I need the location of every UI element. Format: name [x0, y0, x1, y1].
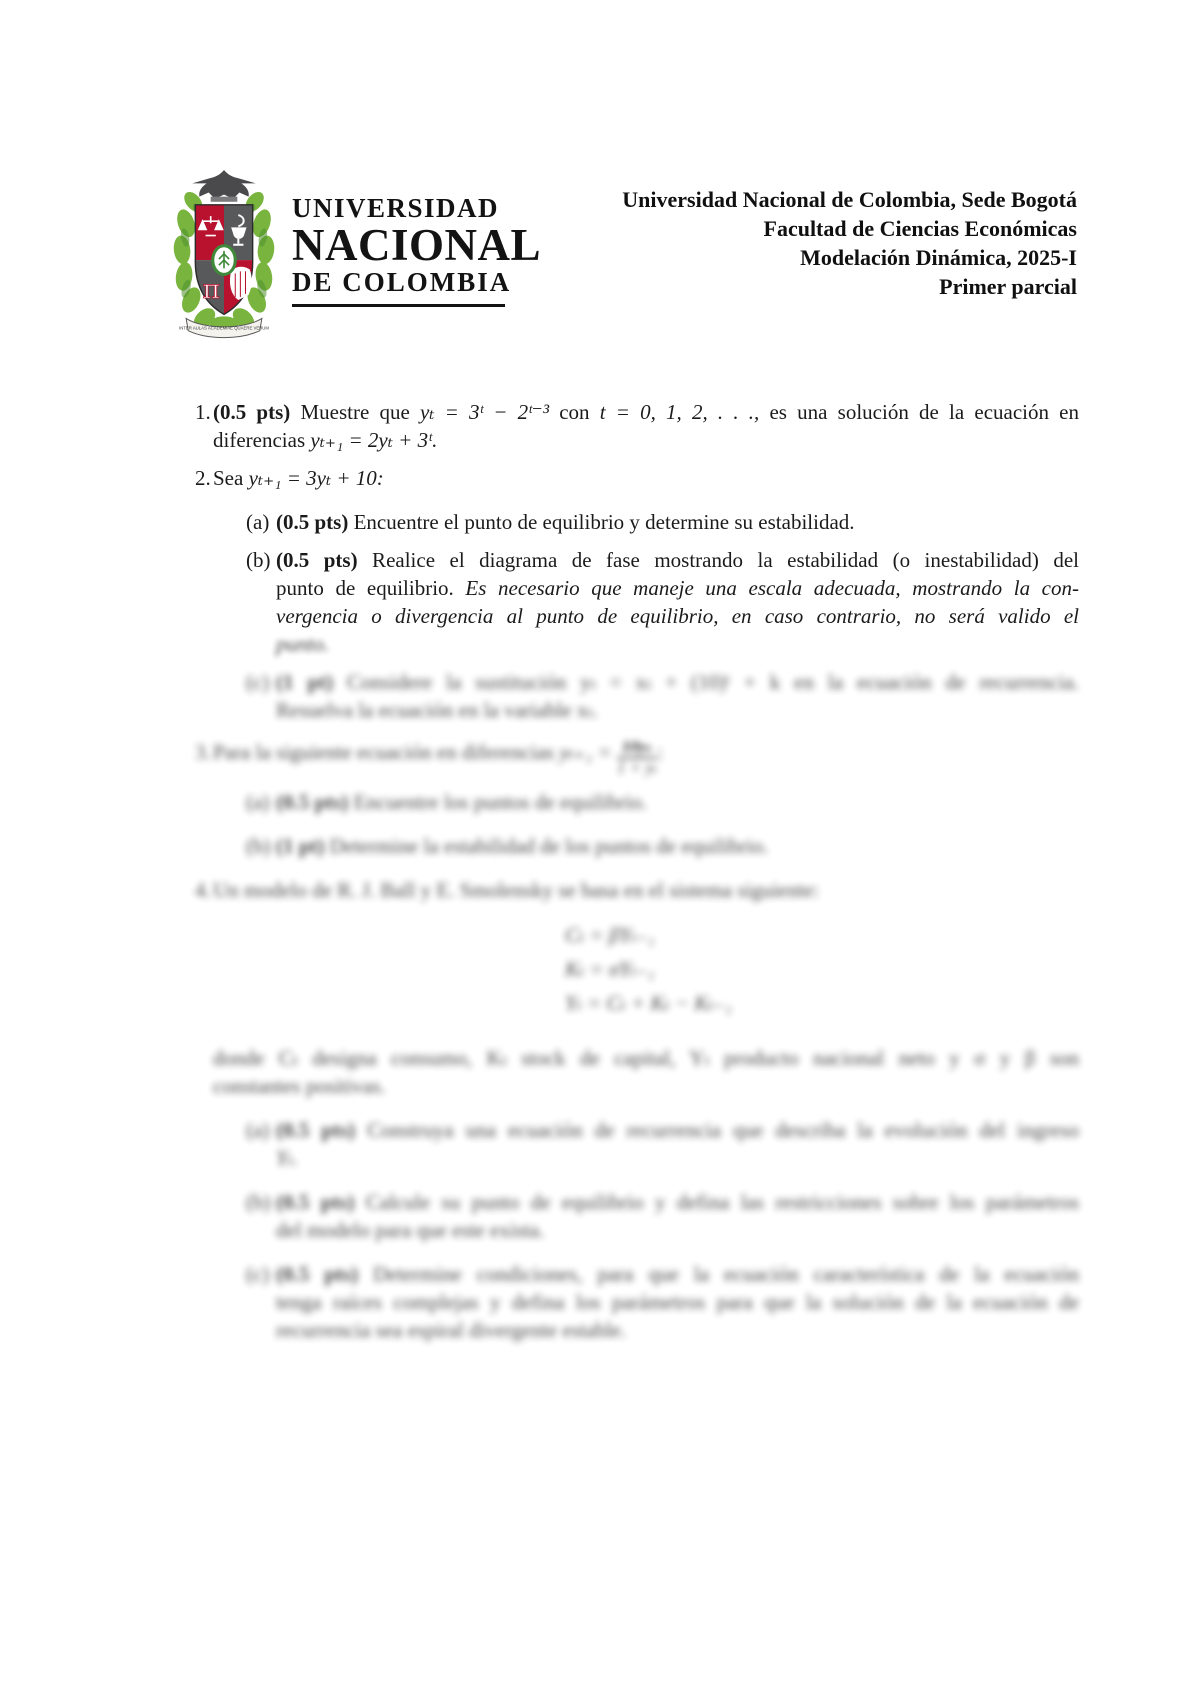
q1-line-2: diferencias yₜ₊₁ = 2yₜ + 3ᵗ.: [213, 428, 437, 452]
condor-icon: [192, 170, 255, 199]
q3-fraction: [617, 738, 657, 777]
subitem-3a: [246, 788, 1079, 816]
q3-fraction-denominator: 1 + yₜ: [616, 758, 658, 777]
subitem-2b: [246, 546, 1079, 658]
q4c-points-label: (0.5 pts): [276, 1261, 359, 1286]
q1-math-solution: yₜ = 3ᵗ − 2ᵗ⁻³: [419, 400, 550, 424]
q2-number: 2.: [195, 466, 211, 490]
q2c-line-2: Resuelva la ecuación en la variable xₜ.: [276, 698, 598, 722]
q2c-line-1: (c) (1 pt) Considere la sustitución yₜ = xₜ + (10)ᵗ + k en la ecuación de recurrencia.: [246, 670, 1079, 694]
q1-line-1: 1. (0.5 pts) Muestre que yₜ = 3ᵗ − 2ᵗ⁻³ con t = 0, 1, 2, . . ., es una solución de la ecuación en: [195, 400, 1079, 424]
subitem-4b: [246, 1188, 1079, 1244]
header-line-faculty: Facultad de Ciencias Económicas: [763, 216, 1077, 241]
q4c-line-1: (c) (0.5 pts) Determine condiciones, para que la ecuación característica de la ecuación: [246, 1261, 1079, 1286]
question-2: [195, 464, 1079, 724]
q2a-points-label: (0.5 pts): [276, 510, 349, 534]
q2b-label: (b): [246, 548, 271, 572]
q4-after-text: [213, 1044, 1079, 1100]
header-line-university: Universidad Nacional de Colombia, Sede Bogotá: [622, 187, 1077, 212]
question-1: [195, 398, 1079, 454]
q4a-line-2: Yₜ.: [276, 1145, 299, 1170]
pi-symbol: π: [202, 273, 220, 305]
subitem-3b: [246, 832, 1079, 860]
subitem-4a: [246, 1116, 1079, 1172]
q4a-points-label: (0.5 pts): [276, 1117, 356, 1142]
q2b-line-4-blurred: punto.: [276, 632, 330, 656]
q4b-points-label: (0.5 pts): [276, 1189, 355, 1214]
q4-number: 4.: [195, 877, 211, 902]
q2a-line: (a) (0.5 pts) Encuentre el punto de equilibrio y determine su estabilidad.: [246, 510, 855, 534]
q4-after-line-1: donde Cₜ designa consumo, Kₜ stock de capital, Yₜ producto nacional neto y σ y β son: [213, 1045, 1079, 1070]
equation-2: Kₜ = σYₜ₋₁: [565, 956, 655, 981]
q4-after-line-2: constantes positivas.: [213, 1073, 386, 1098]
q4b-line-2: del modelo para que este exista.: [276, 1217, 545, 1242]
exam-body: [195, 398, 1079, 1344]
subitem-4c: [246, 1260, 1079, 1344]
unal-wordmark: [292, 194, 541, 307]
q3-math-lhs: yₜ₊₁ =: [559, 740, 617, 764]
subitem-2c-blurred: [246, 668, 1079, 724]
q3b-label: (b): [246, 833, 271, 858]
motto-text: INTER AULAS ACADEMIAE QUAERE VERUM: [179, 325, 269, 331]
unal-crest-icon: [172, 168, 276, 344]
q4a-line-1: (a) (0.5 pts) Construya una ecuación de recurrencia que describa la evolución del ingreso: [246, 1117, 1079, 1142]
document-header: [622, 185, 1077, 301]
equation-block: [565, 918, 1079, 1020]
q3a-line: (a) (0.5 pts) Encuentre los puntos de equilibrio.: [246, 789, 647, 814]
equation-3: Yₜ = Cₜ + Kₜ − Kₜ₋₁: [565, 990, 732, 1015]
q3-fraction-numerator: 10yₜ: [617, 738, 657, 759]
q2b-line-2: punto de equilibrio. Es necesario que maneje una escala adecuada, mostrando la con-: [276, 576, 1080, 600]
header-line-course: Modelación Dinámica, 2025-I: [800, 245, 1077, 270]
q4c-line-2: tenga raíces complejas y defina los parámetros para que la solución de la ecuación de: [276, 1289, 1079, 1314]
condor-banner: [211, 197, 238, 202]
q1-math-recurrence: yₜ₊₁ = 2yₜ + 3ᵗ: [310, 428, 432, 452]
q3b-line: (b) (1 pt) Determine la estabilidad de los puntos de equilibrio.: [246, 833, 769, 858]
wordmark-line-1: UNIVERSIDAD: [292, 193, 500, 223]
q3a-points-label: (0.5 pts): [276, 789, 349, 814]
header-line-exam: Primer parcial: [939, 274, 1077, 299]
q2a-label: (a): [246, 510, 270, 534]
q4b-label: (b): [246, 1189, 271, 1214]
q4c-line-3: recurrencia sea espiral divergente estable.: [276, 1317, 627, 1342]
question-3-blurred: [195, 738, 1079, 860]
wordmark-line-3: DE COLOMBIA: [292, 267, 512, 297]
q3-intro: 3. Para la siguiente ecuación en diferencias yₜ₊₁ = $\frac{\text{10yₜ}}{\text{1 + yₜ}}$ :: [195, 737, 663, 777]
wordmark-line-2: NACIONAL: [292, 220, 542, 270]
q1-points-label: (0.5 pts): [213, 400, 291, 424]
q2-intro: 2. Sea yₜ₊₁ = 3yₜ + 10:: [195, 466, 384, 490]
q2b-line-1: (b) (0.5 pts) Realice el diagrama de fase mostrando la estabilidad (o inestabilidad) del: [246, 548, 1079, 572]
q3a-label: (a): [246, 789, 270, 814]
q2-math-equation: yₜ₊₁ = 3yₜ + 10:: [248, 466, 384, 490]
q2b-points-label: (0.5 pts): [276, 548, 358, 572]
q1-number: 1.: [195, 400, 211, 424]
q4a-label: (a): [246, 1117, 270, 1142]
q3-number: 3.: [195, 740, 211, 764]
subitem-2a: [246, 508, 1079, 536]
q2c-label: (c): [246, 670, 270, 694]
q1-math-domain: t = 0, 1, 2, . . .,: [599, 400, 760, 424]
q2b-line-3: vergencia o divergencia al punto de equilibrio, en caso contrario, no será valido el: [276, 604, 1079, 628]
q2c-points-label: (1 pt): [276, 670, 334, 694]
q3b-points-label: (1 pt): [276, 833, 325, 858]
wordmark-rule: [292, 304, 505, 307]
q4-intro: 4. Un modelo de R. J. Ball y E. Smolensky se basa en el sistema siguiente:: [195, 877, 819, 902]
q4b-line-1: (b) (0.5 pts) Calcule su punto de equilibrio y defina las restricciones sobre los parámetros: [246, 1189, 1079, 1214]
question-4-blurred: [195, 876, 1079, 1344]
equation-1: Cₜ = βYₜ₋₁: [565, 922, 655, 947]
q4c-label: (c): [246, 1261, 270, 1286]
